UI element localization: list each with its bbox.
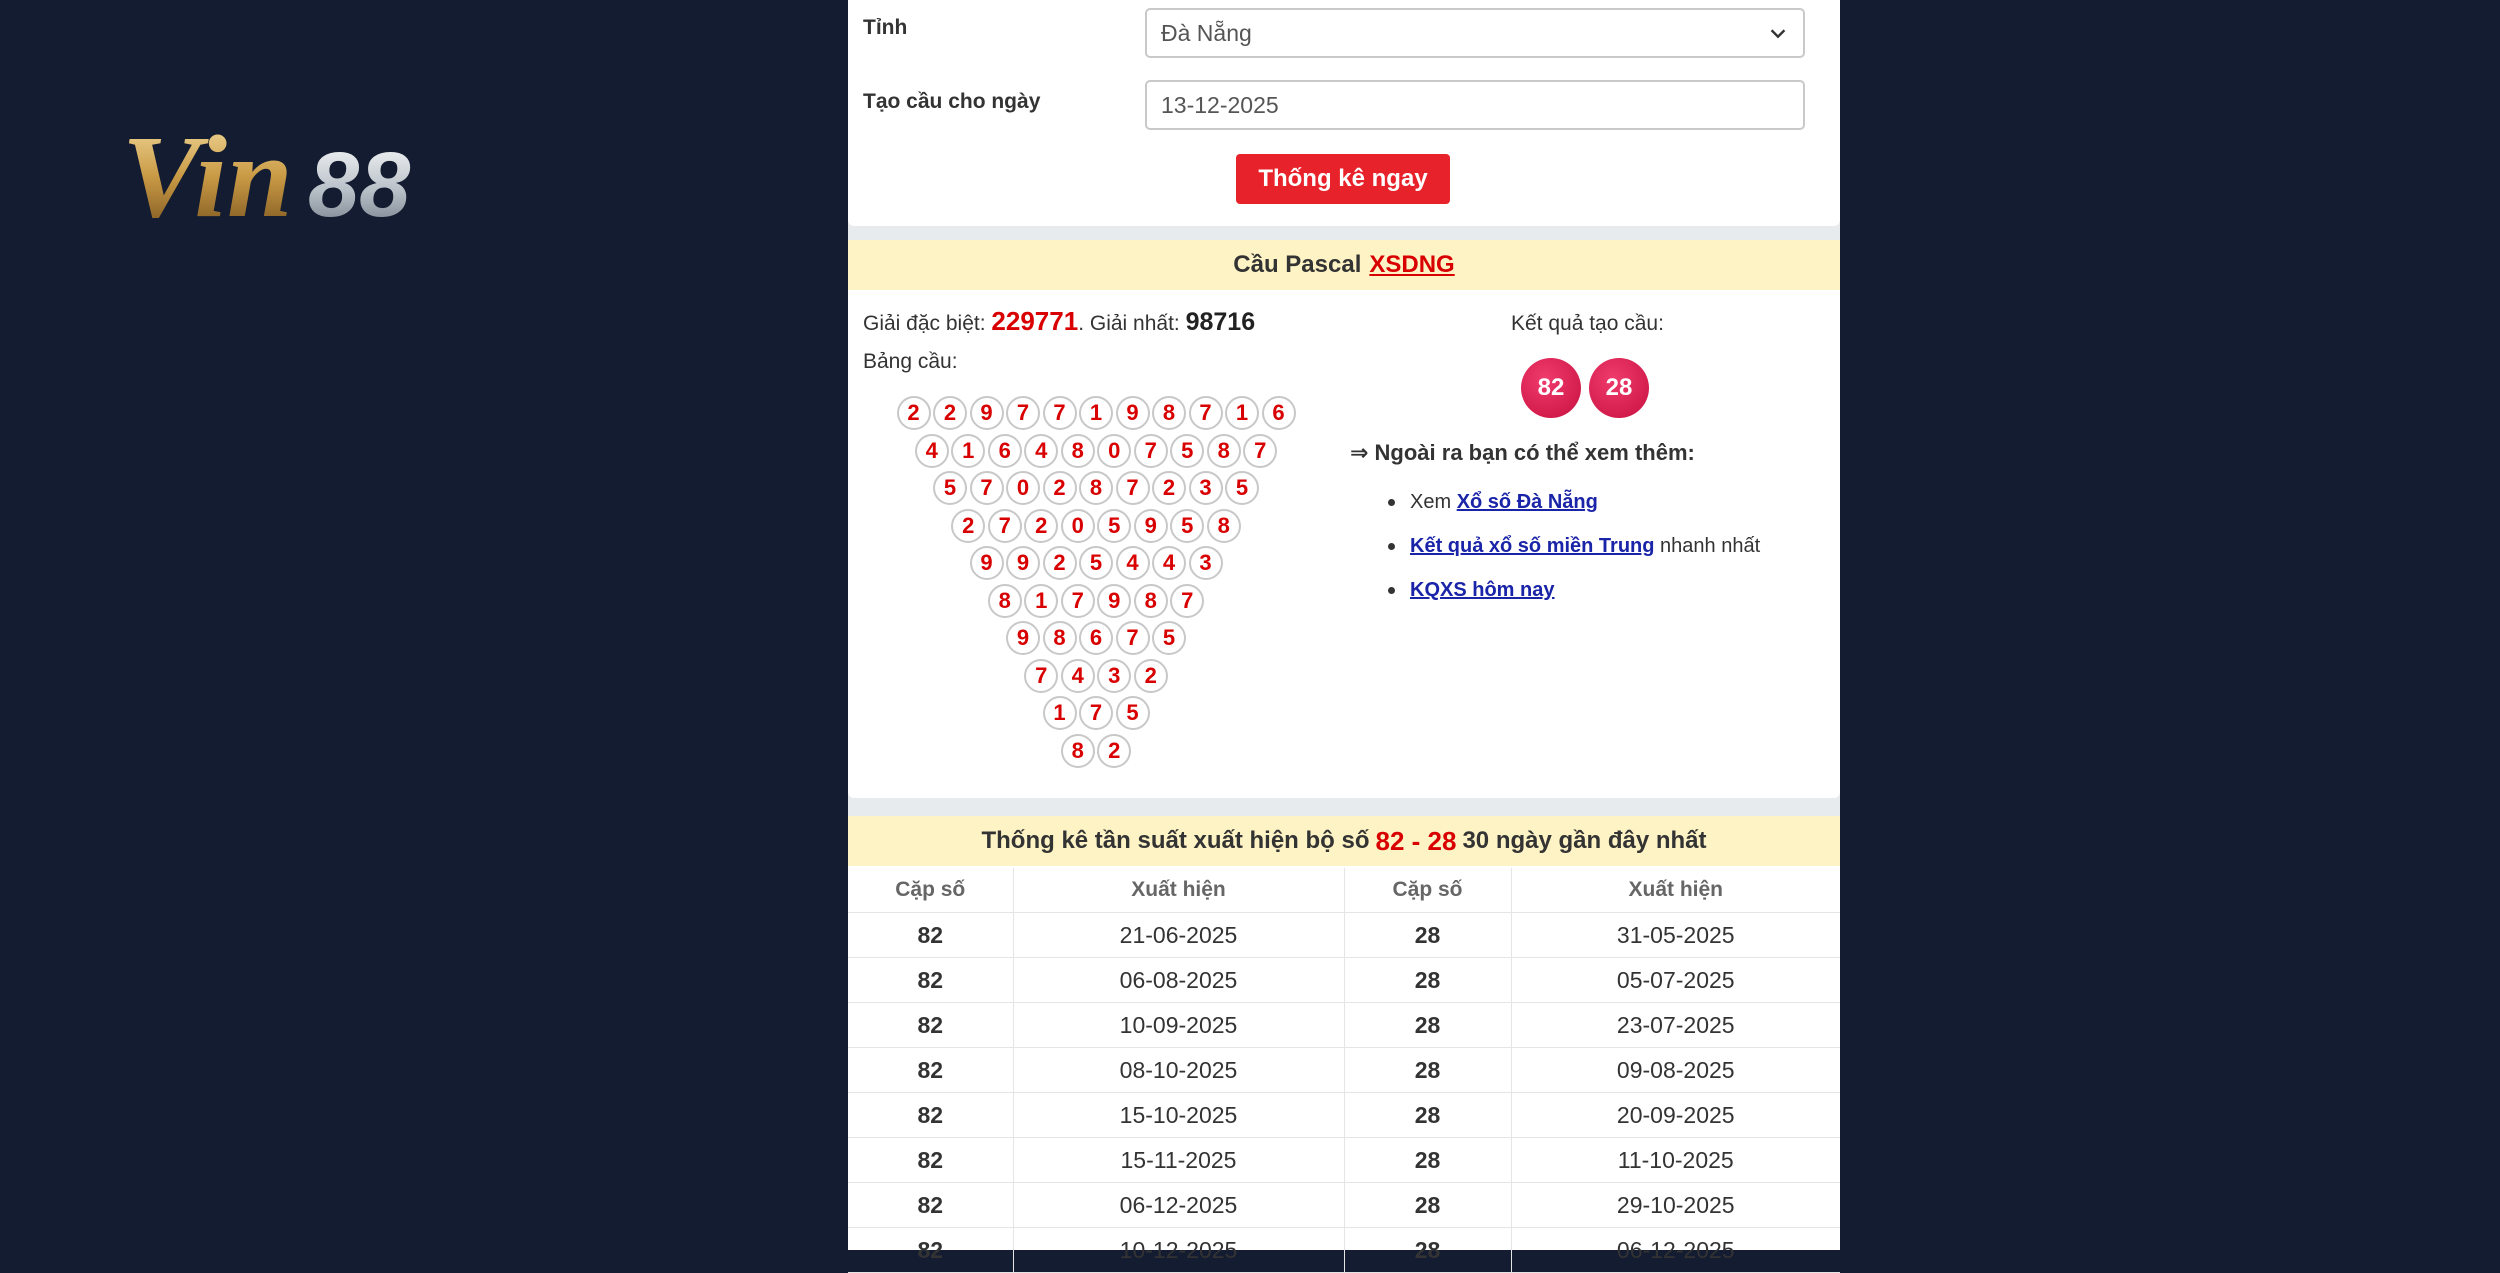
province-select-value: Đà Nẵng (1161, 19, 1252, 46)
triangle-digit: 7 (1189, 396, 1223, 430)
date-cell: 20-09-2025 (1511, 1093, 1840, 1138)
date-cell: 31-05-2025 (1511, 913, 1840, 958)
kqxs-hom-nay-link[interactable]: KQXS hôm nay (1410, 579, 1555, 601)
filter-form (848, 0, 1840, 226)
table-row (848, 913, 1840, 958)
table-row (848, 1183, 1840, 1228)
result-ball: 82 (1521, 358, 1581, 418)
triangle-digit: 2 (933, 396, 967, 430)
triangle-digit: 8 (1134, 584, 1168, 618)
triangle-digit: 4 (1061, 659, 1095, 693)
table-header-row (848, 868, 1840, 913)
date-cell: 10-12-2025 (1013, 1228, 1344, 1273)
kq-mien-trung-link[interactable]: Kết quả xổ số miền Trung (1410, 535, 1655, 557)
table-row (848, 1093, 1840, 1138)
pair-cell: 82 (848, 1003, 1013, 1048)
extra-suffix: nhanh nhất (1654, 535, 1761, 557)
triangle-digit: 9 (970, 546, 1004, 580)
frequency-title (848, 816, 1840, 866)
triangle-digit: 7 (1134, 434, 1168, 468)
pair-cell: 82 (848, 1138, 1013, 1183)
freq-title-pair: 82 - 28 (1375, 825, 1457, 856)
date-cell: 10-09-2025 (1013, 1003, 1344, 1048)
triangle-digit: 2 (1152, 471, 1186, 505)
triangle-digit: 8 (1043, 621, 1077, 655)
triangle-digit: 9 (1006, 621, 1040, 655)
triangle-digit: 5 (1097, 509, 1131, 543)
first-prize-value: 98716 (1185, 308, 1256, 336)
triangle-digit: 7 (1243, 434, 1277, 468)
extra-links (1388, 480, 1760, 612)
extra-prefix: Xem (1410, 491, 1457, 513)
freq-title-prefix: Thống kê tần suất xuất hiện bộ số (981, 827, 1370, 854)
frequency-table (848, 868, 1840, 1273)
triangle-digit: 7 (1116, 471, 1150, 505)
special-prize-value: 229771 (991, 306, 1079, 336)
triangle-digit: 8 (1061, 434, 1095, 468)
triangle-digit: 7 (1170, 584, 1204, 618)
date-cell: 29-10-2025 (1511, 1183, 1840, 1228)
triangle-digit: 2 (951, 509, 985, 543)
chevron-down-icon (1767, 22, 1789, 44)
triangle-digit: 2 (1043, 471, 1077, 505)
pair-cell: 82 (848, 1228, 1013, 1273)
triangle-digit: 6 (1262, 396, 1296, 430)
date-cell: 23-07-2025 (1511, 1003, 1840, 1048)
triangle-digit: 6 (988, 434, 1022, 468)
triangle-digit: 0 (1097, 434, 1131, 468)
col-header: Cặp số (848, 868, 1013, 913)
special-prize-label: Giải đặc biệt: (863, 312, 986, 335)
pair-cell: 28 (1344, 1003, 1511, 1048)
triangle-digit: 8 (988, 584, 1022, 618)
triangle-digit: 4 (1024, 434, 1058, 468)
triangle-digit: 5 (933, 471, 967, 505)
table-row (848, 1048, 1840, 1093)
triangle-digit: 5 (1116, 696, 1150, 730)
prize-line (863, 306, 1255, 337)
triangle-digit: 1 (1043, 696, 1077, 730)
result-ball: 28 (1589, 358, 1649, 418)
pair-cell: 82 (848, 1093, 1013, 1138)
triangle-digit: 4 (1116, 546, 1150, 580)
triangle-digit: 7 (1079, 696, 1113, 730)
triangle-digit: 4 (1152, 546, 1186, 580)
triangle-digit: 6 (1079, 621, 1113, 655)
date-cell: 09-08-2025 (1511, 1048, 1840, 1093)
triangle-digit: 7 (988, 509, 1022, 543)
pascal-title-text: Cầu Pascal (1233, 251, 1362, 278)
triangle-digit: 2 (1097, 734, 1131, 768)
province-select[interactable] (1145, 8, 1805, 58)
submit-button[interactable]: Thống kê ngay (1236, 154, 1450, 204)
xo-so-da-nang-link[interactable]: Xổ số Đà Nẵng (1456, 491, 1598, 513)
triangle-digit: 9 (970, 396, 1004, 430)
date-cell: 06-12-2025 (1511, 1228, 1840, 1273)
col-header: Cặp số (1344, 868, 1511, 913)
triangle-digit: 1 (1024, 584, 1058, 618)
pair-cell: 28 (1344, 1183, 1511, 1228)
triangle-digit: 9 (1116, 396, 1150, 430)
triangle-digit: 7 (1043, 396, 1077, 430)
date-input[interactable] (1145, 80, 1805, 130)
province-label: Tỉnh (863, 16, 908, 39)
date-cell: 15-11-2025 (1013, 1138, 1344, 1183)
date-cell: 21-06-2025 (1013, 913, 1344, 958)
triangle-digit: 8 (1079, 471, 1113, 505)
triangle-digit: 5 (1079, 546, 1113, 580)
triangle-digit: 8 (1207, 509, 1241, 543)
xsdng-link[interactable]: XSDNG (1369, 251, 1455, 278)
triangle-digit: 2 (1134, 659, 1168, 693)
triangle-digit: 7 (1024, 659, 1058, 693)
table-row (848, 1138, 1840, 1183)
triangle-digit: 7 (1061, 584, 1095, 618)
triangle-digit: 4 (915, 434, 949, 468)
pair-cell: 28 (1344, 1228, 1511, 1273)
pair-cell: 82 (848, 1048, 1013, 1093)
svg-text:88: 88 (308, 134, 411, 232)
date-cell: 06-08-2025 (1013, 958, 1344, 1003)
triangle-digit: 5 (1152, 621, 1186, 655)
date-cell: 06-12-2025 (1013, 1183, 1344, 1228)
col-header: Xuất hiện (1511, 868, 1840, 913)
triangle-digit: 9 (1006, 546, 1040, 580)
date-cell: 05-07-2025 (1511, 958, 1840, 1003)
date-cell: 15-10-2025 (1013, 1093, 1344, 1138)
pascal-card (848, 240, 1840, 798)
vin88-logo (122, 116, 482, 232)
list-item (1388, 480, 1760, 524)
triangle-digit: 5 (1225, 471, 1259, 505)
pair-cell: 82 (848, 913, 1013, 958)
date-label: Tạo cầu cho ngày (863, 90, 1041, 113)
pair-cell: 28 (1344, 958, 1511, 1003)
triangle-digit: 3 (1189, 471, 1223, 505)
triangle-digit: 8 (1152, 396, 1186, 430)
triangle-digit: 7 (970, 471, 1004, 505)
extra-title: ⇒ Ngoài ra bạn có thể xem thêm: (1350, 440, 1695, 465)
triangle-digit: 9 (1097, 584, 1131, 618)
triangle-digit: 8 (1207, 434, 1241, 468)
pascal-title (848, 240, 1840, 290)
triangle-digit: 5 (1170, 509, 1204, 543)
triangle-digit: 3 (1189, 546, 1223, 580)
pair-cell: 28 (1344, 1093, 1511, 1138)
frequency-card (848, 816, 1840, 1263)
table-row (848, 1003, 1840, 1048)
pair-cell: 82 (848, 1183, 1013, 1228)
list-item (1388, 524, 1760, 568)
triangle-digit: 2 (1043, 546, 1077, 580)
col-header: Xuất hiện (1013, 868, 1344, 913)
pair-cell: 28 (1344, 1138, 1511, 1183)
triangle-digit: 8 (1061, 734, 1095, 768)
date-cell: 08-10-2025 (1013, 1048, 1344, 1093)
triangle-digit: 5 (1170, 434, 1204, 468)
triangle-digit: 1 (1079, 396, 1113, 430)
triangle-digit: 3 (1097, 659, 1131, 693)
date-cell: 11-10-2025 (1511, 1138, 1840, 1183)
main-content (848, 0, 1840, 1263)
triangle-digit: 2 (897, 396, 931, 430)
bang-cau-label: Bảng cầu: (863, 350, 958, 373)
triangle-digit: 2 (1024, 509, 1058, 543)
pair-cell: 28 (1344, 1048, 1511, 1093)
pair-cell: 28 (1344, 913, 1511, 958)
triangle-digit: 7 (1006, 396, 1040, 430)
first-prize-label: . Giải nhất: (1078, 312, 1180, 335)
triangle-digit: 0 (1006, 471, 1040, 505)
pair-cell: 82 (848, 958, 1013, 1003)
table-row (848, 1228, 1840, 1273)
result-label: Kết quả tạo cầu: (1511, 312, 1664, 335)
triangle-digit: 9 (1134, 509, 1168, 543)
freq-title-suffix: 30 ngày gần đây nhất (1462, 827, 1707, 854)
list-item (1388, 568, 1760, 612)
triangle-digit: 1 (951, 434, 985, 468)
triangle-digit: 7 (1116, 621, 1150, 655)
triangle-digit: 0 (1061, 509, 1095, 543)
svg-text:Vin: Vin (122, 116, 293, 232)
table-row (848, 958, 1840, 1003)
triangle-digit: 1 (1225, 396, 1259, 430)
